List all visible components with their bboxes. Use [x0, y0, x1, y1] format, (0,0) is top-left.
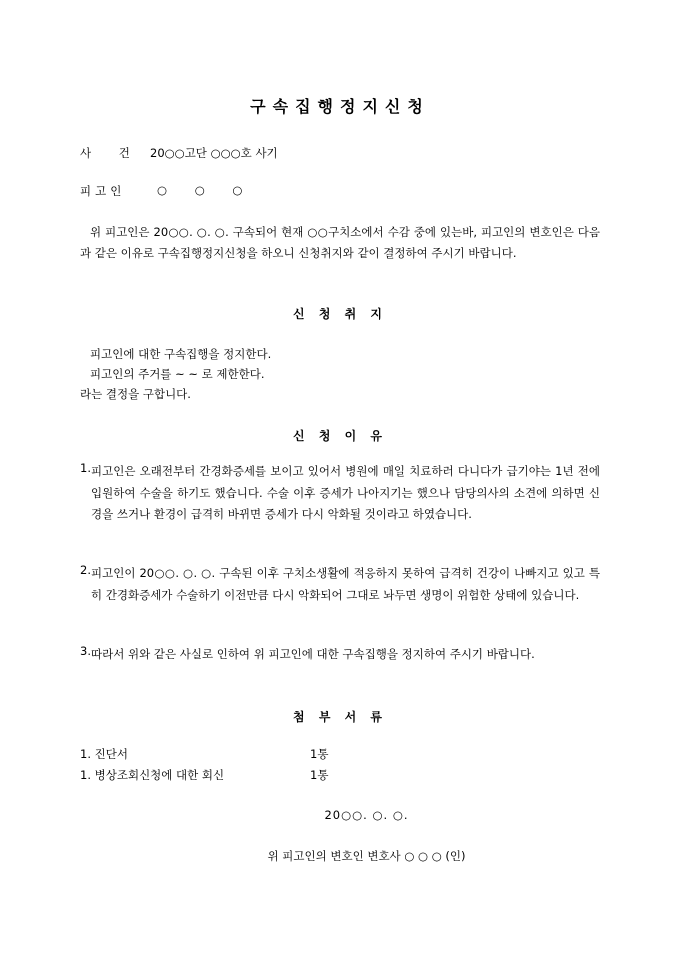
reason-number: 2.: [80, 563, 91, 577]
document-date: 20○○. ○. ○.: [324, 808, 409, 822]
reason-item-3: [80, 644, 600, 666]
reason-text: 피고인은 오래전부터 간경화증세를 보이고 있어서 병원에 매일 치료하러 다니다가 급기야는 1년 전에 입원하여 수술을 하기도 했습니다. 수술 이후 증세가 나아지기는 했으나 담당의사의 소견에 의하면 신경을 쓰거나 환경이 급격히 바뀌면 증세가 다시 악화될 것이라고 하였습니다.: [91, 464, 600, 521]
purpose-line-3: 라는 결정을 구합니다.: [80, 387, 191, 401]
attachment-count-1: 1통: [310, 747, 329, 761]
case-value: 20○○고단 ○○○호 사기: [150, 146, 278, 160]
reason-item-2: [80, 563, 600, 606]
reasons-heading: 신 청 이 유: [293, 429, 387, 443]
attachment-name-1: 1. 진단서: [80, 747, 128, 761]
attachment-name-2: 1. 병상조회신청에 대한 회신: [80, 768, 225, 782]
purpose-line-2: 피고인의 주거를 ~ ~ 로 제한한다.: [90, 367, 265, 381]
reason-item-1: [80, 461, 600, 526]
defendant-label: 피고인: [80, 184, 126, 198]
defendant-value: ○ ○ ○: [157, 183, 243, 197]
purpose-line-1: 피고인에 대한 구속집행을 정지한다.: [90, 347, 272, 361]
case-label: 사 건: [80, 146, 142, 160]
attachment-count-2: 1통: [310, 768, 329, 782]
purpose-heading: 신 청 취 지: [293, 307, 387, 321]
intro-paragraph: 위 피고인은 20○○. ○. ○. 구속되어 현재 ○○구치소에서 수감 중에 있는바, 피고인의 변호인은 다음과 같은 이유로 구속집행정지신청을 하오니 신청취지와 같이 결정하여 주시기 바랍니다.: [80, 225, 600, 260]
reason-number: 1.: [80, 461, 91, 475]
attachments-heading: 첨 부 서 류: [293, 710, 387, 724]
reason-number: 3.: [80, 644, 91, 658]
reason-text: 따라서 위와 같은 사실로 인하여 위 피고인에 대한 구속집행을 정지하여 주시기 바랍니다.: [91, 647, 535, 661]
reason-text: 피고인이 20○○. ○. ○. 구속된 이후 구치소생활에 적응하지 못하여 급격히 건강이 나빠지고 있고 특히 간경화증세가 수술하기 이전만큼 다시 악화되어 그대로 놔두면 생명이 위험한 상태에 있습니다.: [91, 566, 600, 602]
document-title: 구속집행정지신청: [250, 97, 430, 116]
signature-line: 위 피고인의 변호인 변호사 ○ ○ ○ (인): [267, 849, 466, 863]
